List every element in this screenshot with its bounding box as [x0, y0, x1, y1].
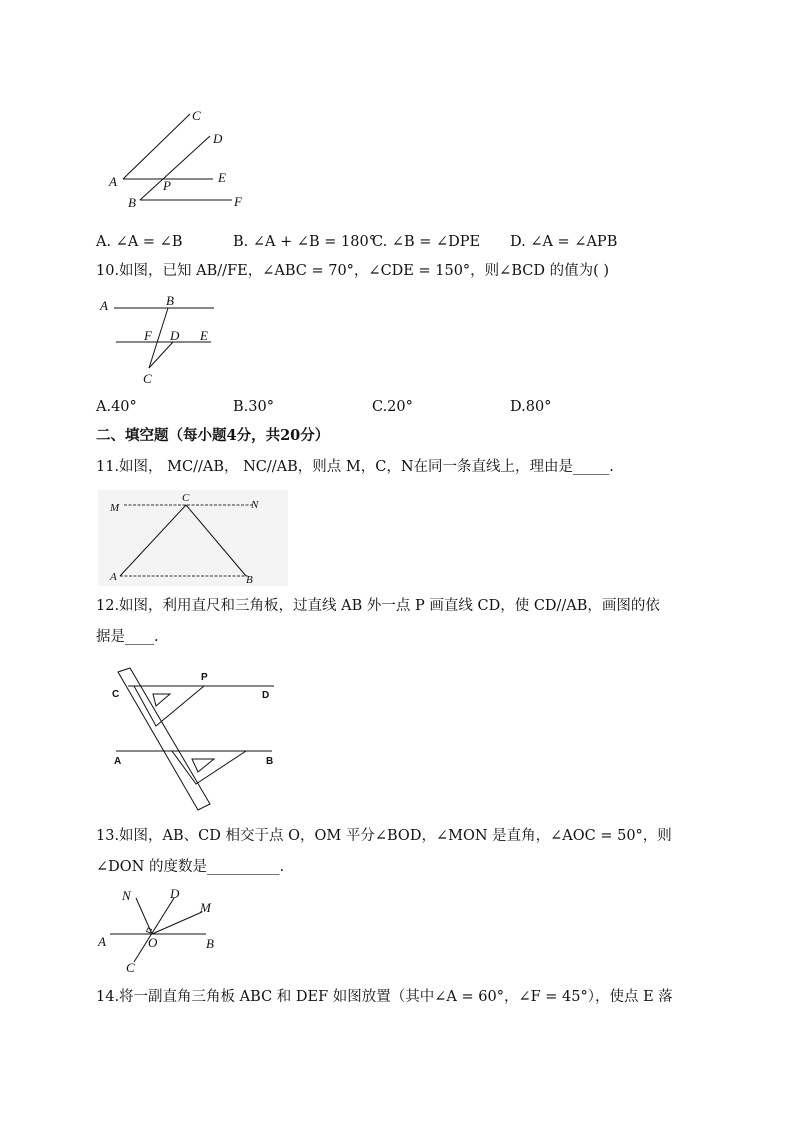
label-a: A	[98, 934, 106, 949]
q13-figure	[94, 884, 224, 976]
q9-option-c: C. ∠B = ∠DPE	[372, 234, 481, 250]
triangle-lower	[172, 751, 246, 784]
label-c: C	[112, 689, 120, 700]
label-d: D	[170, 328, 180, 343]
q14-stem-line1: 14.将一副直角三角板 ABC 和 DEF 如图放置（其中∠A = 60°，∠F = 45°），使点 E 落	[96, 989, 673, 1005]
label-d: D	[213, 131, 223, 146]
q10-option-b: B.30°	[233, 399, 274, 415]
label-b: B	[128, 195, 136, 210]
label-p: P	[163, 178, 171, 193]
label-m: M	[200, 900, 211, 915]
q9-option-d: D. ∠A = ∠APB	[510, 234, 618, 250]
triangle-lower-hole	[192, 759, 214, 772]
right-angle-mark	[147, 928, 152, 933]
q10-figure	[96, 290, 226, 390]
section-title: 二、填空题（每小题4分，共20分）	[96, 427, 330, 444]
ray-om	[152, 912, 202, 934]
label-d: D	[262, 690, 270, 701]
label-d: D	[170, 886, 180, 901]
label-a: A	[110, 571, 117, 583]
label-o: O	[148, 935, 158, 950]
label-c: C	[143, 371, 152, 386]
q9-option-a: A. ∠A = ∠B	[96, 234, 183, 250]
label-e: E	[200, 328, 208, 343]
q10-stem: 10.如图，已知 AB//FE，∠ABC = 70°，∠CDE = 150°，则∠BCD 的值为( )	[96, 263, 609, 279]
label-b: B	[206, 936, 214, 951]
label-n: N	[251, 499, 259, 511]
q12-stem-line1: 12.如图，利用直尺和三角板，过直线 AB 外一点 P 画直线 CD，使 CD//AB，画图的依	[96, 598, 660, 614]
q9-option-b: B. ∠A + ∠B = 180°	[233, 234, 376, 250]
label-b: B	[166, 293, 174, 308]
q12-stem-line2: 据是____.	[96, 629, 159, 645]
label-f: F	[234, 194, 242, 209]
label-c: C	[182, 492, 190, 504]
label-a: A	[100, 298, 108, 313]
line-ac	[123, 114, 190, 179]
label-n: N	[122, 888, 131, 903]
label-m: M	[110, 502, 120, 514]
label-p: P	[201, 672, 208, 683]
q10-option-a: A.40°	[96, 399, 137, 415]
label-b: B	[246, 574, 253, 586]
label-c: C	[192, 108, 201, 123]
q13-stem-line1: 13.如图，AB、CD 相交于点 O，OM 平分∠BOD，∠MON 是直角，∠AOC = 50°，则	[96, 828, 672, 844]
q11-stem: 11.如图， MC//AB， NC//AB，则点 M，C，N在同一条直线上，理由是_____.	[96, 459, 614, 475]
label-c: C	[126, 960, 135, 975]
q10-option-c: C.20°	[372, 399, 413, 415]
line-bd	[140, 136, 210, 200]
q12-figure	[106, 664, 286, 816]
q10-option-d: D.80°	[510, 399, 552, 415]
q13-stem-line2: ∠DON 的度数是__________.	[96, 859, 285, 875]
label-a: A	[109, 174, 117, 189]
q9-figure	[100, 106, 260, 216]
label-a: A	[114, 756, 122, 767]
label-b: B	[266, 756, 274, 767]
ruler	[118, 668, 210, 810]
triangle-upper-hole	[153, 694, 170, 706]
label-f: F	[144, 328, 152, 343]
label-e: E	[218, 170, 226, 185]
q11-figure	[98, 490, 288, 586]
